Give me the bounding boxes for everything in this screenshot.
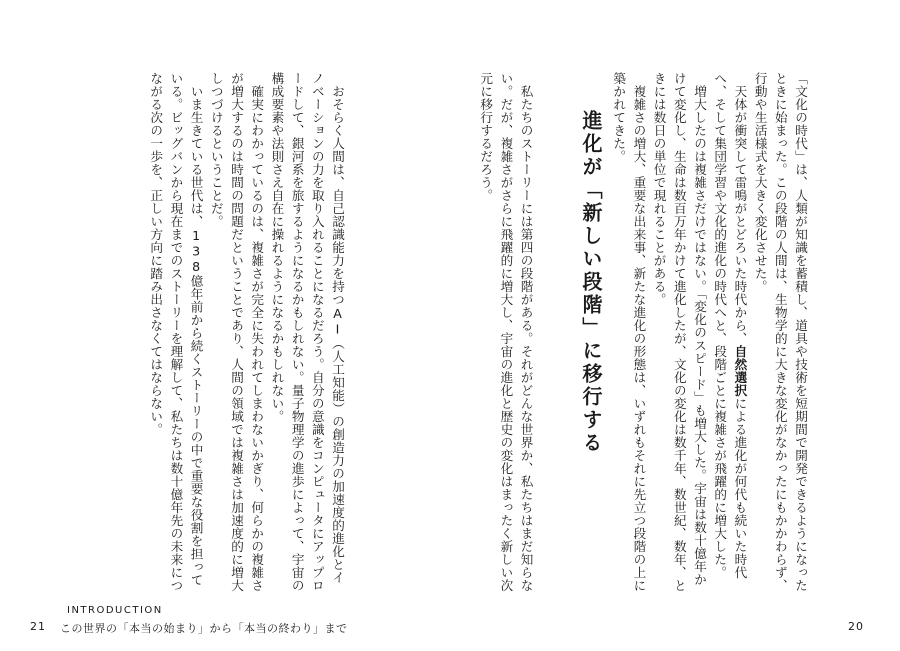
paragraph: 複雑さの増大、重要な出来事、新たな進化の形態は、いずれもそれに先立つ段階の上に築かれてきた。 — [611, 72, 647, 592]
running-section-label: INTRODUCTION — [67, 605, 163, 616]
mid-body — [475, 72, 536, 592]
text-run: 天体が衝突して雷鳴がとどろいた時代から、 — [732, 84, 748, 345]
page-number-right: 20 — [848, 620, 864, 633]
paragraph — [709, 72, 749, 592]
running-book-title: この世界の「本当の始まり」から「本当の終わり」まで — [60, 622, 348, 635]
right-page-body — [608, 72, 810, 592]
paragraph: 「文化の時代」は、人類が知識を蓄積し、道具や技術を短期間で開発できるようになったときに始まった。この段階の人間は、生物学的に大きな変化がなかったにもかかわらず、行動や生活様式を大きく変化させた。 — [752, 72, 809, 592]
paragraph: おそらく人間は、自己認識能力を持つAI（人工知能）の創造力の加速度的進化とイノベーションの力を取り入れることになるだろう。自分の意識をコンピュータにアップロードして、銀河系を旅するようになるかもしれない。量子物理学の進歩によって、宇宙の構成要素や法則さえ自在に操れるようになるかもしれない。 — [269, 72, 346, 592]
section-heading: 進化が「新しい段階」に移行する — [579, 110, 603, 455]
paragraph: 確実にわかっているのは、複雑さが完全に失われてしまわないかぎり、何らかの複雑さが増大するのは時間の問題だということであり、人間の領域では複雑さは加速度的に増大しつづけるということだ。 — [208, 72, 265, 592]
paragraph: 増大したのは複雑さだけではない。「変化のスピード」も増大した。宇宙は数十億年かけて変化し、生命は数百万年かけて進化したが、文化の変化は数千年、数世紀、数年、ときには数日の単位で現れることがある。 — [651, 72, 708, 592]
page-number-left: 21 — [30, 620, 46, 633]
bold-term: 自然選択 — [732, 344, 748, 397]
left-page-body — [145, 72, 347, 592]
paragraph: いま生きている世代は、138億年前から続くストーリーの中で重要な役割を担っている。ビッグバンから現在までのストーリーを理解して、私たちは数十億年先の未来につながる次の一歩を、正しい方向に踏み出さなくてはならない。 — [148, 72, 204, 592]
paragraph: 私たちのストーリーには第四の段階がある。それがどんな世界か、私たちはまだ知らない。だが、複雑さがさらに飛躍的に増大し、宇宙の進化と歴史の変化はまったく新しい次元に移行するだろう。 — [478, 72, 534, 592]
text-run: による進化が何代も続いた時代へ、そして集団学習や文化的進化の時代へと、段階ごとに複雑さが飛躍的に増大した。 — [712, 72, 748, 579]
